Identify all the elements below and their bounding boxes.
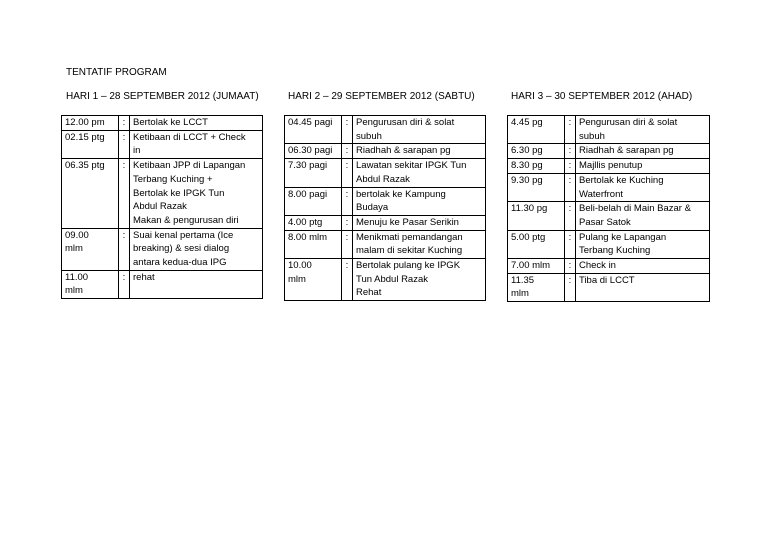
time-cell: 10.00 mlm [285, 259, 342, 301]
table-row [285, 259, 486, 301]
activity-cell: Pulang ke Lapangan Terbang Kuching [576, 230, 710, 258]
activity-cell: Tiba di LCCT [576, 273, 710, 301]
activity-cell: Ketibaan JPP di Lapangan Terbang Kuching + Bertolak ke IPGK Tun Abdul Razak Makan & pengurusan diri [130, 159, 263, 229]
activity-cell: Bertolak ke Kuching Waterfront [576, 173, 710, 201]
activity-cell: Riadhah & sarapan pg [576, 144, 710, 159]
time-cell: 9.30 pg [508, 173, 565, 201]
time-cell: 06.30 pagi [285, 144, 342, 159]
table-row [508, 259, 710, 274]
page-title: TENTATIF PROGRAM [66, 67, 167, 78]
activity-cell: Riadhah & sarapan pg [353, 144, 486, 159]
time-cell: 11.35 mlm [508, 273, 565, 301]
separator-cell: : [342, 144, 353, 159]
time-cell: 09.00 mlm [62, 228, 119, 270]
activity-cell: Lawatan sekitar IPGK Tun Abdul Razak [353, 159, 486, 187]
separator-cell: : [119, 270, 130, 298]
time-cell: 6.30 pg [508, 144, 565, 159]
table-row [508, 202, 710, 230]
separator-cell: : [565, 273, 576, 301]
time-cell: 4.45 pg [508, 116, 565, 144]
separator-cell: : [342, 230, 353, 258]
day-2-schedule-table [284, 115, 486, 301]
time-cell: 11.00 mlm [62, 270, 119, 298]
activity-cell: Menikmati pemandangan malam di sekitar Kuching [353, 230, 486, 258]
table-row [508, 230, 710, 258]
table-row [285, 116, 486, 144]
separator-cell: : [565, 159, 576, 174]
separator-cell: : [119, 116, 130, 131]
day-3-heading: HARI 3 – 30 SEPTEMBER 2012 (AHAD) [511, 91, 693, 102]
table-row [285, 144, 486, 159]
table-row [508, 173, 710, 201]
table-row [62, 270, 263, 298]
time-cell: 7.00 mlm [508, 259, 565, 274]
separator-cell: : [565, 116, 576, 144]
separator-cell: : [342, 116, 353, 144]
table-row [508, 273, 710, 301]
activity-cell: Bertolak ke LCCT [130, 116, 263, 131]
time-cell: 04.45 pagi [285, 116, 342, 144]
time-cell: 7.30 pagi [285, 159, 342, 187]
time-cell: 11.30 pg [508, 202, 565, 230]
time-cell: 5.00 ptg [508, 230, 565, 258]
separator-cell: : [119, 228, 130, 270]
time-cell: 4.00 ptg [285, 215, 342, 230]
table-row [62, 159, 263, 229]
activity-cell: Beli-belah di Main Bazar & Pasar Satok [576, 202, 710, 230]
activity-cell: Pengurusan diri & solat subuh [353, 116, 486, 144]
time-cell: 06.35 ptg [62, 159, 119, 229]
day-1-schedule-table [61, 115, 263, 299]
table-row [62, 130, 263, 158]
table-row [508, 159, 710, 174]
day-1-heading: HARI 1 – 28 SEPTEMBER 2012 (JUMAAT) [66, 91, 259, 102]
activity-cell: Ketibaan di LCCT + Check in [130, 130, 263, 158]
table-row [285, 159, 486, 187]
table-row [508, 144, 710, 159]
separator-cell: : [342, 187, 353, 215]
day-2-heading: HARI 2 – 29 SEPTEMBER 2012 (SABTU) [288, 91, 475, 102]
separator-cell: : [565, 144, 576, 159]
table-row [285, 187, 486, 215]
time-cell: 8.00 pagi [285, 187, 342, 215]
separator-cell: : [342, 215, 353, 230]
time-cell: 8.00 mlm [285, 230, 342, 258]
activity-cell: Majllis penutup [576, 159, 710, 174]
activity-cell: bertolak ke Kampung Budaya [353, 187, 486, 215]
separator-cell: : [342, 159, 353, 187]
separator-cell: : [565, 259, 576, 274]
time-cell: 02.15 ptg [62, 130, 119, 158]
activity-cell: Check in [576, 259, 710, 274]
time-cell: 12.00 pm [62, 116, 119, 131]
table-row [285, 230, 486, 258]
activity-cell: rehat [130, 270, 263, 298]
activity-cell: Menuju ke Pasar Serikin [353, 215, 486, 230]
table-row [508, 116, 710, 144]
table-row [62, 228, 263, 270]
time-cell: 8.30 pg [508, 159, 565, 174]
table-row [285, 215, 486, 230]
table-row [62, 116, 263, 131]
separator-cell: : [565, 173, 576, 201]
activity-cell: Suai kenal pertama (Ice breaking) & sesi dialog antara kedua-dua IPG [130, 228, 263, 270]
separator-cell: : [119, 130, 130, 158]
separator-cell: : [565, 230, 576, 258]
separator-cell: : [565, 202, 576, 230]
activity-cell: Pengurusan diri & solat subuh [576, 116, 710, 144]
day-3-schedule-table [507, 115, 710, 302]
separator-cell: : [342, 259, 353, 301]
activity-cell: Bertolak pulang ke IPGK Tun Abdul Razak Rehat [353, 259, 486, 301]
separator-cell: : [119, 159, 130, 229]
